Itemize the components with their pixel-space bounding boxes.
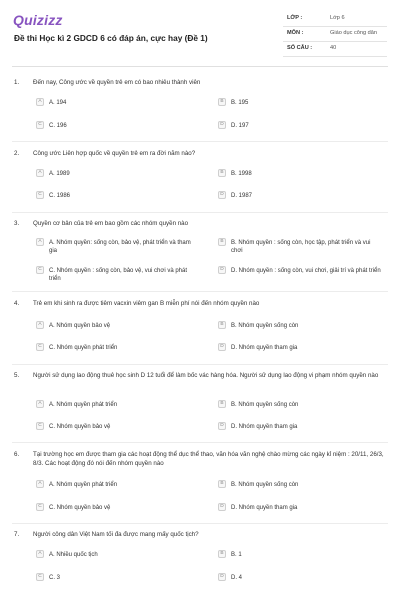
option-letter-box: B — [218, 550, 226, 558]
question-number: 1. — [14, 79, 20, 86]
option-text: A. Nhóm quyền bảo vệ — [49, 322, 111, 329]
option-text: A. 1989 — [49, 170, 70, 177]
option-letter-box: D — [218, 422, 226, 430]
question-divider — [12, 141, 388, 142]
question-text: Đến nay, Công ước về quyền trẻ em có bao nhiêu thành viên — [33, 79, 201, 86]
meta-table — [283, 12, 387, 57]
question-number: 7. — [14, 531, 20, 538]
meta-label: LỚP : — [287, 15, 303, 21]
option-text: D. 4 — [231, 574, 243, 581]
option-letter-box: D — [218, 266, 226, 274]
option-text: D. Nhóm quyền tham gia — [231, 423, 298, 430]
meta-value: Lớp 6 — [330, 15, 345, 21]
option-letter-box: C — [36, 503, 44, 511]
meta-row-class — [283, 12, 387, 27]
option-text: B. Nhóm quyền sống còn — [231, 322, 299, 329]
option-text: C. 3 — [49, 574, 61, 581]
option-letter-box: D — [218, 121, 226, 129]
question-text: Người sử dụng lao động thuê học sinh D 12 tuổi để làm bốc vác hàng hóa. Người sử dụng lao động vi phạm nhóm quyền nào — [33, 372, 379, 379]
option-letter-box: C — [36, 422, 44, 430]
meta-row-count — [283, 42, 387, 57]
option-letter-box: A — [36, 169, 44, 177]
question-number: 5. — [14, 372, 20, 379]
option-text: A. 194 — [49, 99, 67, 106]
option-letter-box: D — [218, 343, 226, 351]
option-text: D. 197 — [231, 122, 249, 129]
meta-label: SỐ CÂU : — [287, 45, 313, 51]
option-letter-box: C — [36, 343, 44, 351]
question-text: Tại trường học em được tham gia các hoạt động thể dục thể thao, văn hóa văn nghệ chào mừng các ngày kỉ niệm : 20/11, 26/3, 8/3. Các hoạt động đó nói đến nhóm quyền nào — [33, 451, 384, 467]
option-letter-box: A — [36, 238, 44, 246]
option-letter-box: D — [218, 573, 226, 581]
option-text: C. 196 — [49, 122, 67, 129]
question-number: 3. — [14, 220, 20, 227]
question-text: Trẻ em khi sinh ra được tiêm vacxin viêm gan B miễn phí nói đến nhóm quyền nào — [33, 300, 260, 307]
option-letter-box: B — [218, 169, 226, 177]
option-text: B. Nhóm quyền sống còn — [231, 481, 299, 488]
header-divider — [12, 66, 388, 67]
option-letter-box: D — [218, 191, 226, 199]
option-letter-box: A — [36, 98, 44, 106]
option-letter-box: B — [218, 98, 226, 106]
option-text: A. Nhóm quyền phát triển — [49, 481, 118, 488]
option-text: C. Nhóm quyền bảo vệ — [49, 423, 111, 430]
meta-value: Giáo dục công dân — [330, 30, 377, 36]
option-text: B. 195 — [231, 99, 249, 106]
option-letter-box: A — [36, 400, 44, 408]
question-text: Quyền cơ bản của trẻ em bao gồm các nhóm quyền nào — [33, 220, 189, 227]
question-divider — [12, 212, 388, 213]
option-text: C. Nhóm quyền phát triển — [49, 344, 118, 351]
question-text: Công ước Liên hợp quốc về quyền trẻ em ra đời năm nào? — [33, 150, 196, 157]
option-letter-box: C — [36, 121, 44, 129]
question-number: 4. — [14, 300, 20, 307]
option-letter-box: B — [218, 400, 226, 408]
question-divider — [12, 364, 388, 365]
option-letter-box: B — [218, 321, 226, 329]
meta-label: MÔN : — [287, 30, 304, 36]
option-text: B. 1998 — [231, 170, 252, 177]
option-letter-box: B — [218, 480, 226, 488]
worksheet-title: Đề thi Học kì 2 GDCD 6 có đáp án, cực hay (Đề 1) — [14, 33, 208, 43]
option-text: D. Nhóm quyền tham gia — [231, 504, 298, 511]
option-text: A. Nhóm quyền phát triển — [49, 401, 118, 408]
option-text: C. 1986 — [49, 192, 71, 199]
option-text: C. Nhóm quyền : sống còn, bảo vệ, vui chơi và phát triển — [49, 267, 188, 282]
logo-text: Quizizz — [13, 12, 63, 28]
option-text: D. Nhóm quyền tham gia — [231, 344, 298, 351]
option-letter-box: C — [36, 573, 44, 581]
option-text: B. Nhóm quyền : sống còn, học tập, phát triển và vui chơi — [231, 239, 371, 254]
option-text: C. Nhóm quyền bảo vệ — [49, 504, 111, 511]
quizizz-logo — [13, 12, 63, 28]
option-letter-box: A — [36, 321, 44, 329]
worksheet-header — [0, 0, 400, 72]
option-text: D. 1987 — [231, 192, 253, 199]
option-letter-box: C — [36, 191, 44, 199]
option-letter-box: A — [36, 480, 44, 488]
meta-row-subject — [283, 27, 387, 42]
meta-value: 40 — [330, 45, 337, 51]
option-text: A. Nhiều quốc tịch — [49, 551, 98, 558]
question-divider — [12, 523, 388, 524]
question-divider — [12, 291, 388, 292]
option-letter-box: C — [36, 266, 44, 274]
option-letter-box: D — [218, 503, 226, 511]
option-letter-box: B — [218, 238, 226, 246]
question-number: 2. — [14, 150, 20, 157]
option-text: A. Nhóm quyền: sống còn, bảo vệ, phát triển và tham gia — [49, 239, 191, 254]
question-divider — [12, 442, 388, 443]
question-number: 6. — [14, 451, 20, 458]
option-text: D. Nhóm quyền : sống còn, vui chơi, giải trí và phát triển — [231, 267, 381, 274]
option-text: B. 1 — [231, 551, 242, 558]
option-text: B. Nhóm quyền sống còn — [231, 401, 299, 408]
question-text: Người công dân Việt Nam tối đa được mang mấy quốc tịch? — [33, 531, 199, 538]
option-letter-box: A — [36, 550, 44, 558]
